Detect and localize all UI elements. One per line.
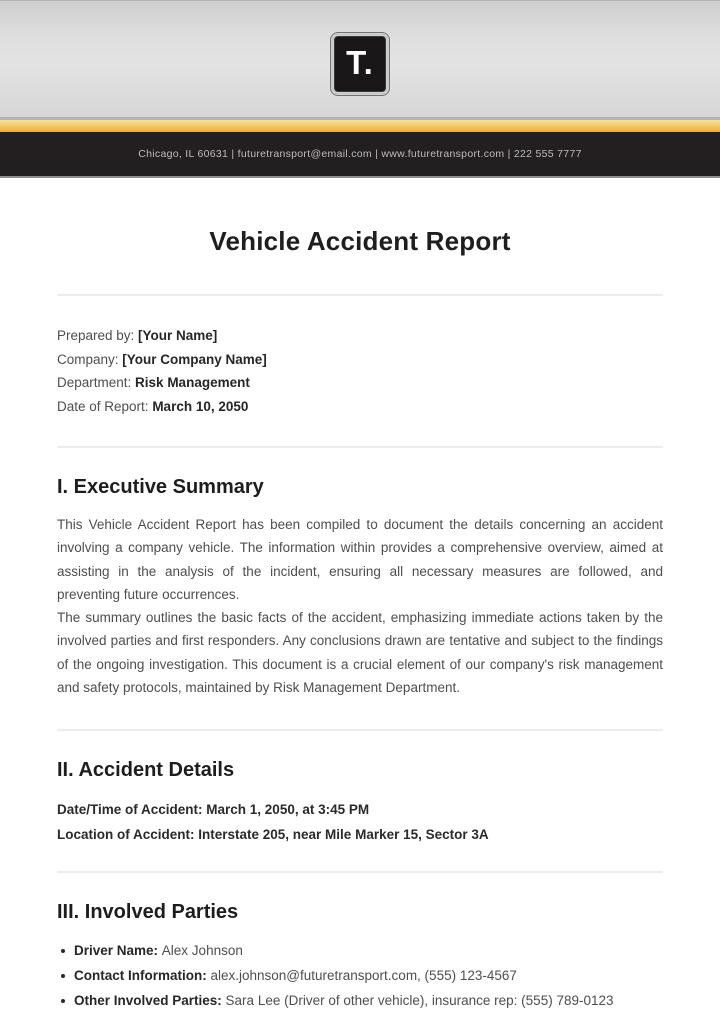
section-involved-parties [57, 899, 663, 1013]
involved-parties-list [57, 938, 663, 1013]
section-accident-details [57, 757, 663, 847]
meta-value: [Your Name] [138, 328, 218, 343]
section-heading: III. Involved Parties [57, 901, 239, 924]
bullet-label: Contact Information: [74, 968, 211, 984]
meta-value: March 10, 2050 [152, 398, 249, 414]
meta-prepared-by [57, 324, 663, 348]
meta-label: Prepared by: [57, 328, 139, 343]
accident-location: Location of Accident: Interstate 205, near Mile Marker 15, Sector 3A [57, 827, 489, 843]
meta-report-date [57, 395, 663, 419]
divider [57, 871, 663, 873]
section-heading: I. Executive Summary [57, 476, 264, 498]
header-band [0, 0, 720, 120]
meta-value: Risk Management [135, 375, 250, 390]
bullet-value: Alex Johnson [161, 943, 243, 959]
meta-label: Department: [57, 375, 136, 390]
divider [57, 729, 663, 731]
paragraph: The summary outlines the basic facts of the accident, emphasizing immediate actions taken by the involved parties and first responders. Any conclusions drawn are tentative and subject to the findings of the ongoing investigation. This document is a crucial element of our company's risk management and safety protocols, maintained by Risk Management Department. [57, 610, 663, 696]
accent-stripe [0, 120, 720, 132]
meta-value: [Your Company Name] [122, 351, 267, 367]
bullet-label: Driver Name: [74, 943, 162, 959]
meta-label: Company: [57, 351, 123, 367]
letterhead [0, 0, 720, 178]
divider [57, 446, 663, 448]
meta-department [57, 371, 663, 395]
bullet-label: Other Involved Parties: [74, 993, 226, 1009]
meta-company [57, 348, 663, 372]
divider [57, 294, 663, 296]
list-item-contact-information [57, 963, 663, 988]
paragraph: This Vehicle Accident Report has been compiled to document the details concerning an accident involving a company vehicle. The information within provides a comprehensive overview, aimed at assisting in the analysis of the incident, ensuring all necessary measures are followed, and preventing future occurrences. [57, 517, 663, 602]
page-title: Vehicle Accident Report [209, 226, 511, 256]
accident-detail-lines [57, 797, 663, 847]
meta-label: Date of Report: [57, 398, 153, 414]
bullet-value: Sara Lee (Driver of other vehicle), insurance rep: (555) 789-0123 [225, 993, 614, 1009]
accident-datetime: Date/Time of Accident: March 1, 2050, at 3:45 PM [57, 802, 370, 818]
company-logo [331, 33, 389, 95]
summary-paragraphs [57, 513, 663, 699]
report-meta [57, 324, 663, 418]
list-item-driver-name [57, 938, 663, 963]
contact-info-text: Chicago, IL 60631 | futuretransport@email.com | www.futuretransport.com | 222 555 7777 [138, 148, 582, 160]
contact-bar [0, 132, 720, 178]
logo-monogram: T. [346, 44, 374, 81]
section-executive-summary [57, 474, 663, 699]
list-item-other-involved-parties [57, 988, 663, 1013]
bullet-value: alex.johnson@futuretransport.com, (555) 123-4567 [210, 968, 517, 984]
document-body [0, 224, 720, 1013]
section-heading: II. Accident Details [57, 759, 235, 782]
